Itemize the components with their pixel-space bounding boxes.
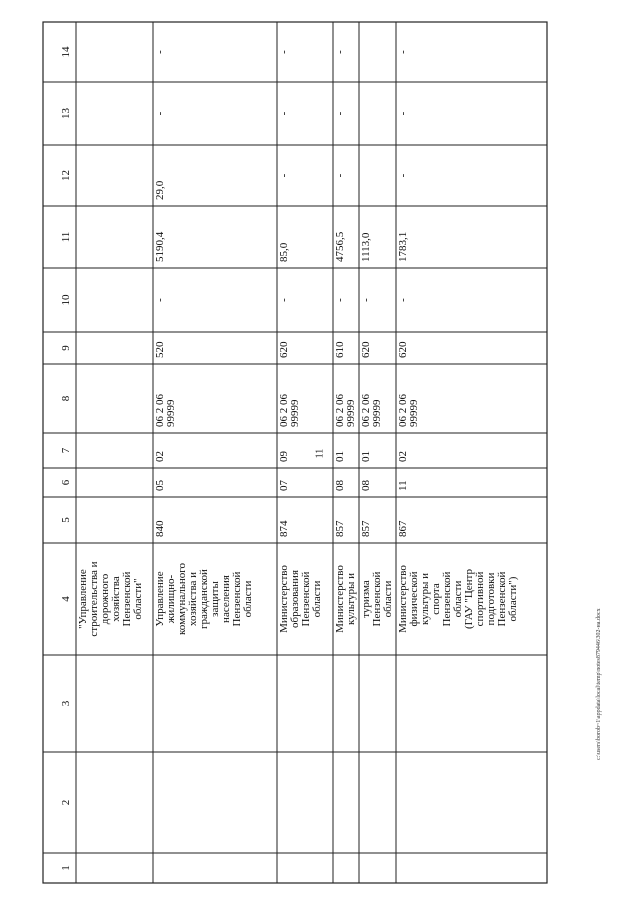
cell-organization: спортивной	[474, 571, 486, 627]
cell-organization: хозяйства и	[187, 571, 199, 627]
cell-c6: 07	[278, 480, 290, 491]
cell-c5: 857	[360, 520, 372, 537]
cell-c8: 99999	[289, 399, 301, 427]
column-header: 7	[60, 447, 72, 454]
column-header: 8	[60, 395, 72, 402]
cell-c6: 11	[397, 480, 409, 491]
cell-c6: 08	[334, 480, 346, 491]
cell-c11: 85,0	[278, 242, 290, 262]
cell-c8: 99999	[345, 399, 357, 427]
cell-c12: -	[397, 173, 409, 178]
cell-c5: 857	[334, 520, 346, 537]
cell-c10: -	[397, 298, 409, 302]
cell-c7: 01	[360, 451, 372, 462]
column-header: 12	[60, 170, 72, 181]
cell-organization: Управление	[154, 571, 166, 627]
cell-organization: дорожного	[99, 573, 111, 625]
cell-c9: 620	[397, 341, 409, 358]
column-header: 9	[60, 345, 72, 351]
cell-c11: 1783,1	[397, 231, 409, 262]
cell-c7: 01	[334, 451, 346, 462]
cell-c5: 840	[154, 520, 166, 537]
cell-organization: Пензенской	[441, 571, 453, 627]
cell-c10: -	[360, 298, 372, 302]
cell-c12: -	[334, 173, 346, 178]
cell-c8: 06 2 06	[397, 394, 409, 427]
cell-organization: жилищно-	[165, 574, 177, 624]
cell-organization: хозяйства	[110, 576, 122, 622]
cell-organization: Пензенской	[371, 571, 383, 627]
cell-organization: Пензенской	[300, 571, 312, 627]
column-header: 13	[60, 108, 72, 119]
cell-c10: -	[334, 298, 346, 302]
cell-organization: Министерство	[334, 565, 346, 633]
cell-organization: области")	[507, 576, 519, 622]
cell-organization: "Управление	[77, 569, 89, 629]
cell-c10: -	[278, 298, 290, 302]
cell-organization: образования	[289, 569, 301, 629]
cell-c8: 99999	[371, 399, 383, 427]
cell-c12: 29,0	[154, 180, 166, 200]
cell-c13: -	[278, 111, 290, 116]
cell-c14: -	[397, 50, 409, 54]
cell-organization: Министерство	[397, 565, 409, 633]
cell-c9: 610	[334, 341, 346, 358]
cell-organization: области	[382, 580, 394, 618]
cell-c13: -	[154, 111, 166, 116]
cell-organization: подготовки	[485, 572, 497, 626]
cell-organization: Пензенской	[496, 571, 508, 627]
cell-c14: -	[278, 50, 290, 54]
cell-c9: 520	[154, 341, 166, 358]
cell-organization: защиты	[209, 581, 221, 617]
cell-c10: -	[154, 298, 166, 302]
cell-organization: Пензенской	[121, 571, 133, 627]
cell-organization: коммунального	[176, 563, 188, 635]
cell-c5: 867	[397, 520, 409, 537]
column-header: 6	[60, 479, 72, 486]
column-header: 2	[60, 799, 72, 806]
cell-c14: -	[334, 50, 346, 54]
cell-organization: области	[242, 580, 254, 618]
cell-c7: 02	[154, 451, 166, 462]
cell-c8: 06 2 06	[154, 394, 166, 427]
cell-c14: -	[154, 50, 166, 54]
cell-c11: 5190,4	[154, 231, 166, 262]
cell-c8: 06 2 06	[278, 394, 290, 427]
cell-organization: строительства и	[88, 561, 100, 637]
cell-c6: 05	[154, 480, 166, 491]
cell-c9: 620	[278, 341, 290, 358]
cell-c7: 02	[397, 451, 409, 462]
cell-organization: Пензенской	[231, 571, 243, 627]
cell-organization: населения	[220, 575, 232, 623]
cell-c8: 06 2 06	[334, 394, 346, 427]
column-header: 10	[60, 294, 72, 306]
cell-c9: 620	[360, 341, 372, 358]
column-header: 4	[60, 596, 72, 602]
cell-c6: 08	[360, 480, 372, 491]
cell-c11: 4756,5	[334, 231, 346, 262]
column-header: 3	[60, 700, 72, 707]
cell-organization: культуры и	[345, 573, 357, 625]
cell-organization: спорта	[430, 583, 442, 615]
cell-c8: 99999	[165, 399, 177, 427]
cell-c11: 1113,0	[360, 232, 372, 262]
page-number: 11	[314, 448, 326, 459]
column-header: 11	[60, 231, 72, 243]
cell-c12: -	[278, 173, 290, 178]
column-header: 14	[60, 46, 72, 58]
cell-organization: культуры и	[419, 573, 431, 625]
column-header: 5	[60, 517, 72, 523]
cell-organization: области	[452, 580, 464, 618]
cell-organization: физической	[408, 571, 420, 627]
cell-c8: 06 2 06	[360, 394, 372, 427]
cell-organization: области"	[132, 578, 144, 620]
cell-organization: области	[311, 580, 323, 618]
cell-organization: Министерство	[278, 565, 290, 633]
cell-organization: (ГАУ "Центр	[463, 569, 475, 629]
cell-organization: туризма	[360, 580, 372, 618]
table-border	[43, 22, 547, 883]
column-header: 1	[60, 865, 72, 871]
cell-c7: 09	[278, 451, 290, 462]
file-path-footer: c:\users\borob~1\appdata\local\temp\notes879446\302-на.docx	[596, 608, 602, 760]
cell-organization: гражданской	[198, 569, 210, 629]
cell-c13: -	[334, 111, 346, 116]
cell-c5: 874	[278, 520, 290, 537]
cell-c13: -	[397, 111, 409, 116]
cell-c8: 99999	[408, 399, 420, 427]
